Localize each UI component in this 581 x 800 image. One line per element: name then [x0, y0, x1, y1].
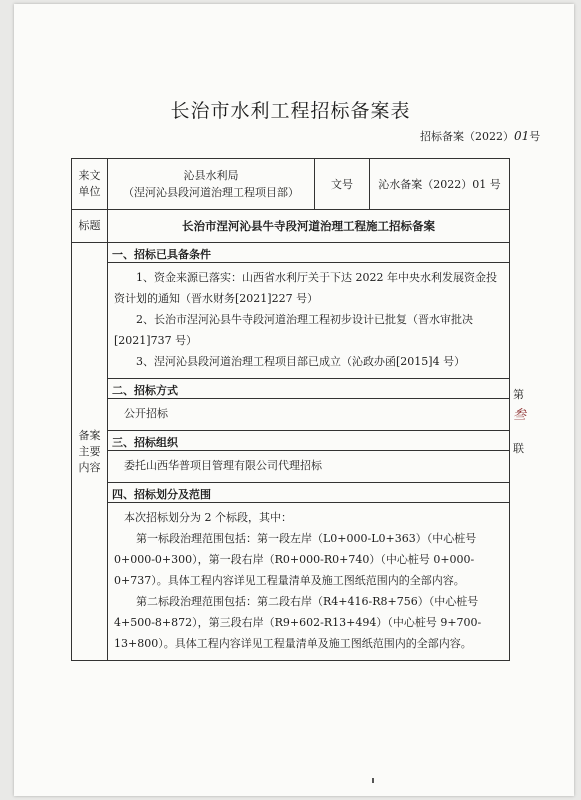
filing-number-prefix: 招标备案（2022） [420, 130, 514, 143]
sender-org-dept: （涅河沁县段河道治理工程项目部） [123, 186, 299, 199]
side-mark-di: 第 [513, 388, 524, 401]
section-conditions [108, 243, 509, 378]
content-label-cell [72, 243, 108, 661]
ref-value: 沁水备案（2022）01 号 [370, 159, 510, 210]
content-label-line2: 主要 [78, 444, 101, 458]
section-paragraph: 3、涅河沁县段河道治理工程项目部已成立（沁政办函[2015]4 号） [136, 355, 466, 368]
subject-value: 长治市涅河沁县牛寺段河道治理工程施工招标备案 [108, 210, 510, 243]
sender-label-line1: 来文 [78, 169, 101, 182]
section-paragraph: 2、长治市涅河沁县牛寺段河道治理工程初步设计已批复（晋水审批决[2021]737 号） [114, 313, 473, 347]
section-heading: 四、招标划分及范围 [108, 483, 509, 503]
ref-label: 文号 [315, 159, 370, 210]
document-title: 长治市水利工程招标备案表 [170, 100, 411, 122]
filing-number-suffix: 号 [529, 130, 541, 143]
section-heading: 三、招标组织 [108, 431, 509, 451]
content-label-line3: 内容 [78, 460, 101, 474]
content-label-line1: 备案 [78, 428, 101, 442]
section-paragraph: 1、资金来源已落实：山西省水利厅关于下达 2022 年中央水利发展资金投资计划的通知（晋水财务[2021]227 号） [114, 271, 497, 305]
section-paragraph: 第一标段治理范围包括：第一段左岸（L0+000-L0+363）（中心桩号 0+000-0+300），第一段右岸（R0+000-R0+740）（中心桩号 0+000-0+737）。具体工程内容详见工程量清单及施工图纸范围内的全部内容。 [114, 532, 477, 587]
section-method [108, 378, 509, 430]
filing-table [71, 158, 510, 661]
sender-label-line2: 单位 [78, 185, 101, 198]
section-paragraph: 委托山西华普项目管理有限公司代理招标 [124, 459, 322, 472]
sender-org-name: 沁县水利局 [183, 169, 239, 182]
section-organization [108, 430, 509, 482]
content-cell [108, 243, 510, 661]
section-paragraph: 本次招标划分为 2 个标段，其中： [124, 511, 292, 524]
filing-number [420, 128, 540, 144]
sender-org-cell [108, 159, 315, 210]
section-paragraph: 公开招标 [124, 407, 168, 420]
filing-number-handwritten: 01 [514, 129, 530, 143]
section-paragraph: 第二标段治理范围包括：第二段右岸（R4+416-R8+756）（中心桩号 4+500-8+872），第三段右岸（R9+602-R13+494）（中心桩号 9+700-13+800）。具体工程内容详见工程量清单及施工图纸范围内的全部内容。 [114, 595, 482, 650]
scan-mark [372, 778, 374, 783]
section-division [108, 482, 509, 660]
subject-label: 标题 [72, 210, 108, 243]
side-mark-number: 叁 [513, 408, 527, 423]
section-heading: 一、招标已具备条件 [108, 243, 509, 263]
section-heading: 二、招标方式 [108, 379, 509, 399]
sender-label-cell [72, 159, 108, 210]
side-mark-lian: 联 [513, 442, 524, 455]
